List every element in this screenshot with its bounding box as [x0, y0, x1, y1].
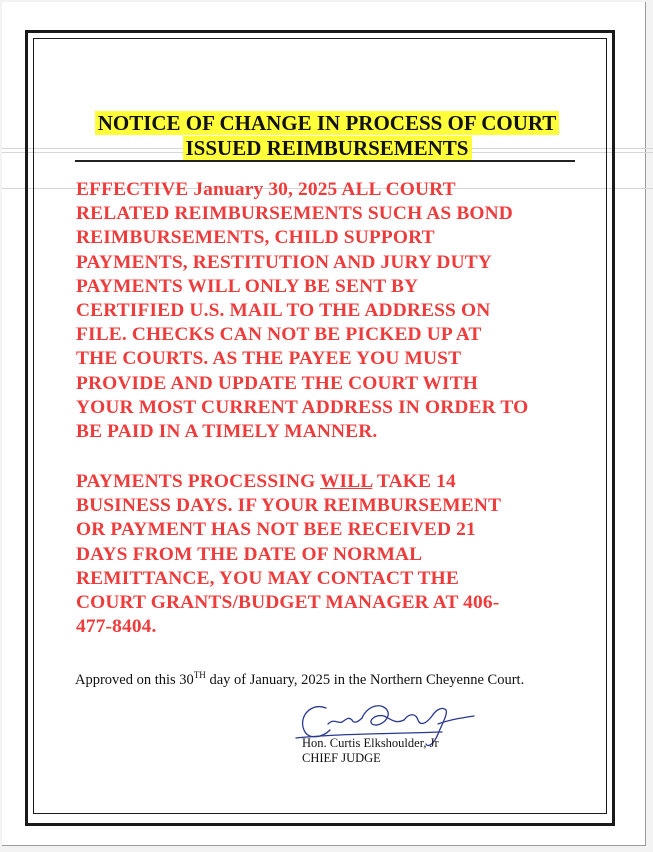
document-page: [2, 2, 646, 846]
processing-paragraph: [76, 470, 501, 639]
paragraph-line: YOUR MOST CURRENT ADDRESS IN ORDER TO: [76, 396, 529, 418]
underlined-word: WILL: [320, 471, 373, 492]
paragraph-line: THE COURTS. AS THE PAYEE YOU MUST: [76, 348, 462, 370]
notice-title: [62, 111, 592, 161]
paragraph-line: [76, 470, 501, 494]
paragraph-line: REMITTANCE, YOU MAY CONTACT THE: [76, 567, 459, 589]
judge-title: CHIEF JUDGE: [302, 750, 381, 765]
paragraph-line: PROVIDE AND UPDATE THE COURT WITH: [76, 372, 479, 394]
approval-text: day of January, 2025 in the Northern Cheyenne Court.: [205, 671, 525, 688]
paragraph-line: RELATED REIMBURSEMENTS SUCH AS BOND: [76, 203, 513, 225]
judge-signature-block: [302, 736, 439, 765]
paragraph-line: PAYMENTS WILL ONLY BE SENT BY: [76, 275, 419, 297]
paragraph-line: COURT GRANTS/BUDGET MANAGER AT 406-: [76, 592, 500, 614]
paragraph-line: OR PAYMENT HAS NOT BEE RECEIVED 21: [76, 519, 476, 541]
title-line-2: ISSUED REIMBURSEMENTS: [183, 136, 472, 160]
approval-statement: [75, 670, 524, 689]
title-underline-rule: [75, 160, 575, 162]
paragraph-line: BUSINESS DAYS. IF YOUR REIMBURSEMENT: [76, 495, 502, 517]
paragraph-line: 477-8404.: [76, 616, 157, 638]
title-line-1: NOTICE OF CHANGE IN PROCESS OF COURT: [95, 111, 560, 135]
paragraph-line: REIMBURSEMENTS, CHILD SUPPORT: [76, 227, 435, 249]
paragraph-line: BE PAID IN A TIMELY MANNER.: [76, 421, 378, 443]
paragraph-line: CERTIFIED U.S. MAIL TO THE ADDRESS ON: [76, 300, 491, 322]
paragraph-line: DAYS FROM THE DATE OF NORMAL: [76, 543, 423, 565]
paragraph-line: PAYMENTS, RESTITUTION AND JURY DUTY: [76, 251, 492, 273]
effective-paragraph: [76, 178, 528, 444]
approval-text: Approved on this 30: [75, 671, 194, 688]
ordinal-suffix: TH: [193, 670, 206, 680]
paragraph-line: FILE. CHECKS CAN NOT BE PICKED UP AT: [76, 324, 482, 346]
paragraph-line: EFFECTIVE January 30, 2025 ALL COURT: [76, 179, 456, 200]
judge-name: Hon. Curtis Elkshoulder, Jr: [302, 736, 439, 750]
processing-text: PAYMENTS PROCESSING: [76, 471, 320, 492]
processing-text: TAKE 14: [372, 471, 456, 492]
